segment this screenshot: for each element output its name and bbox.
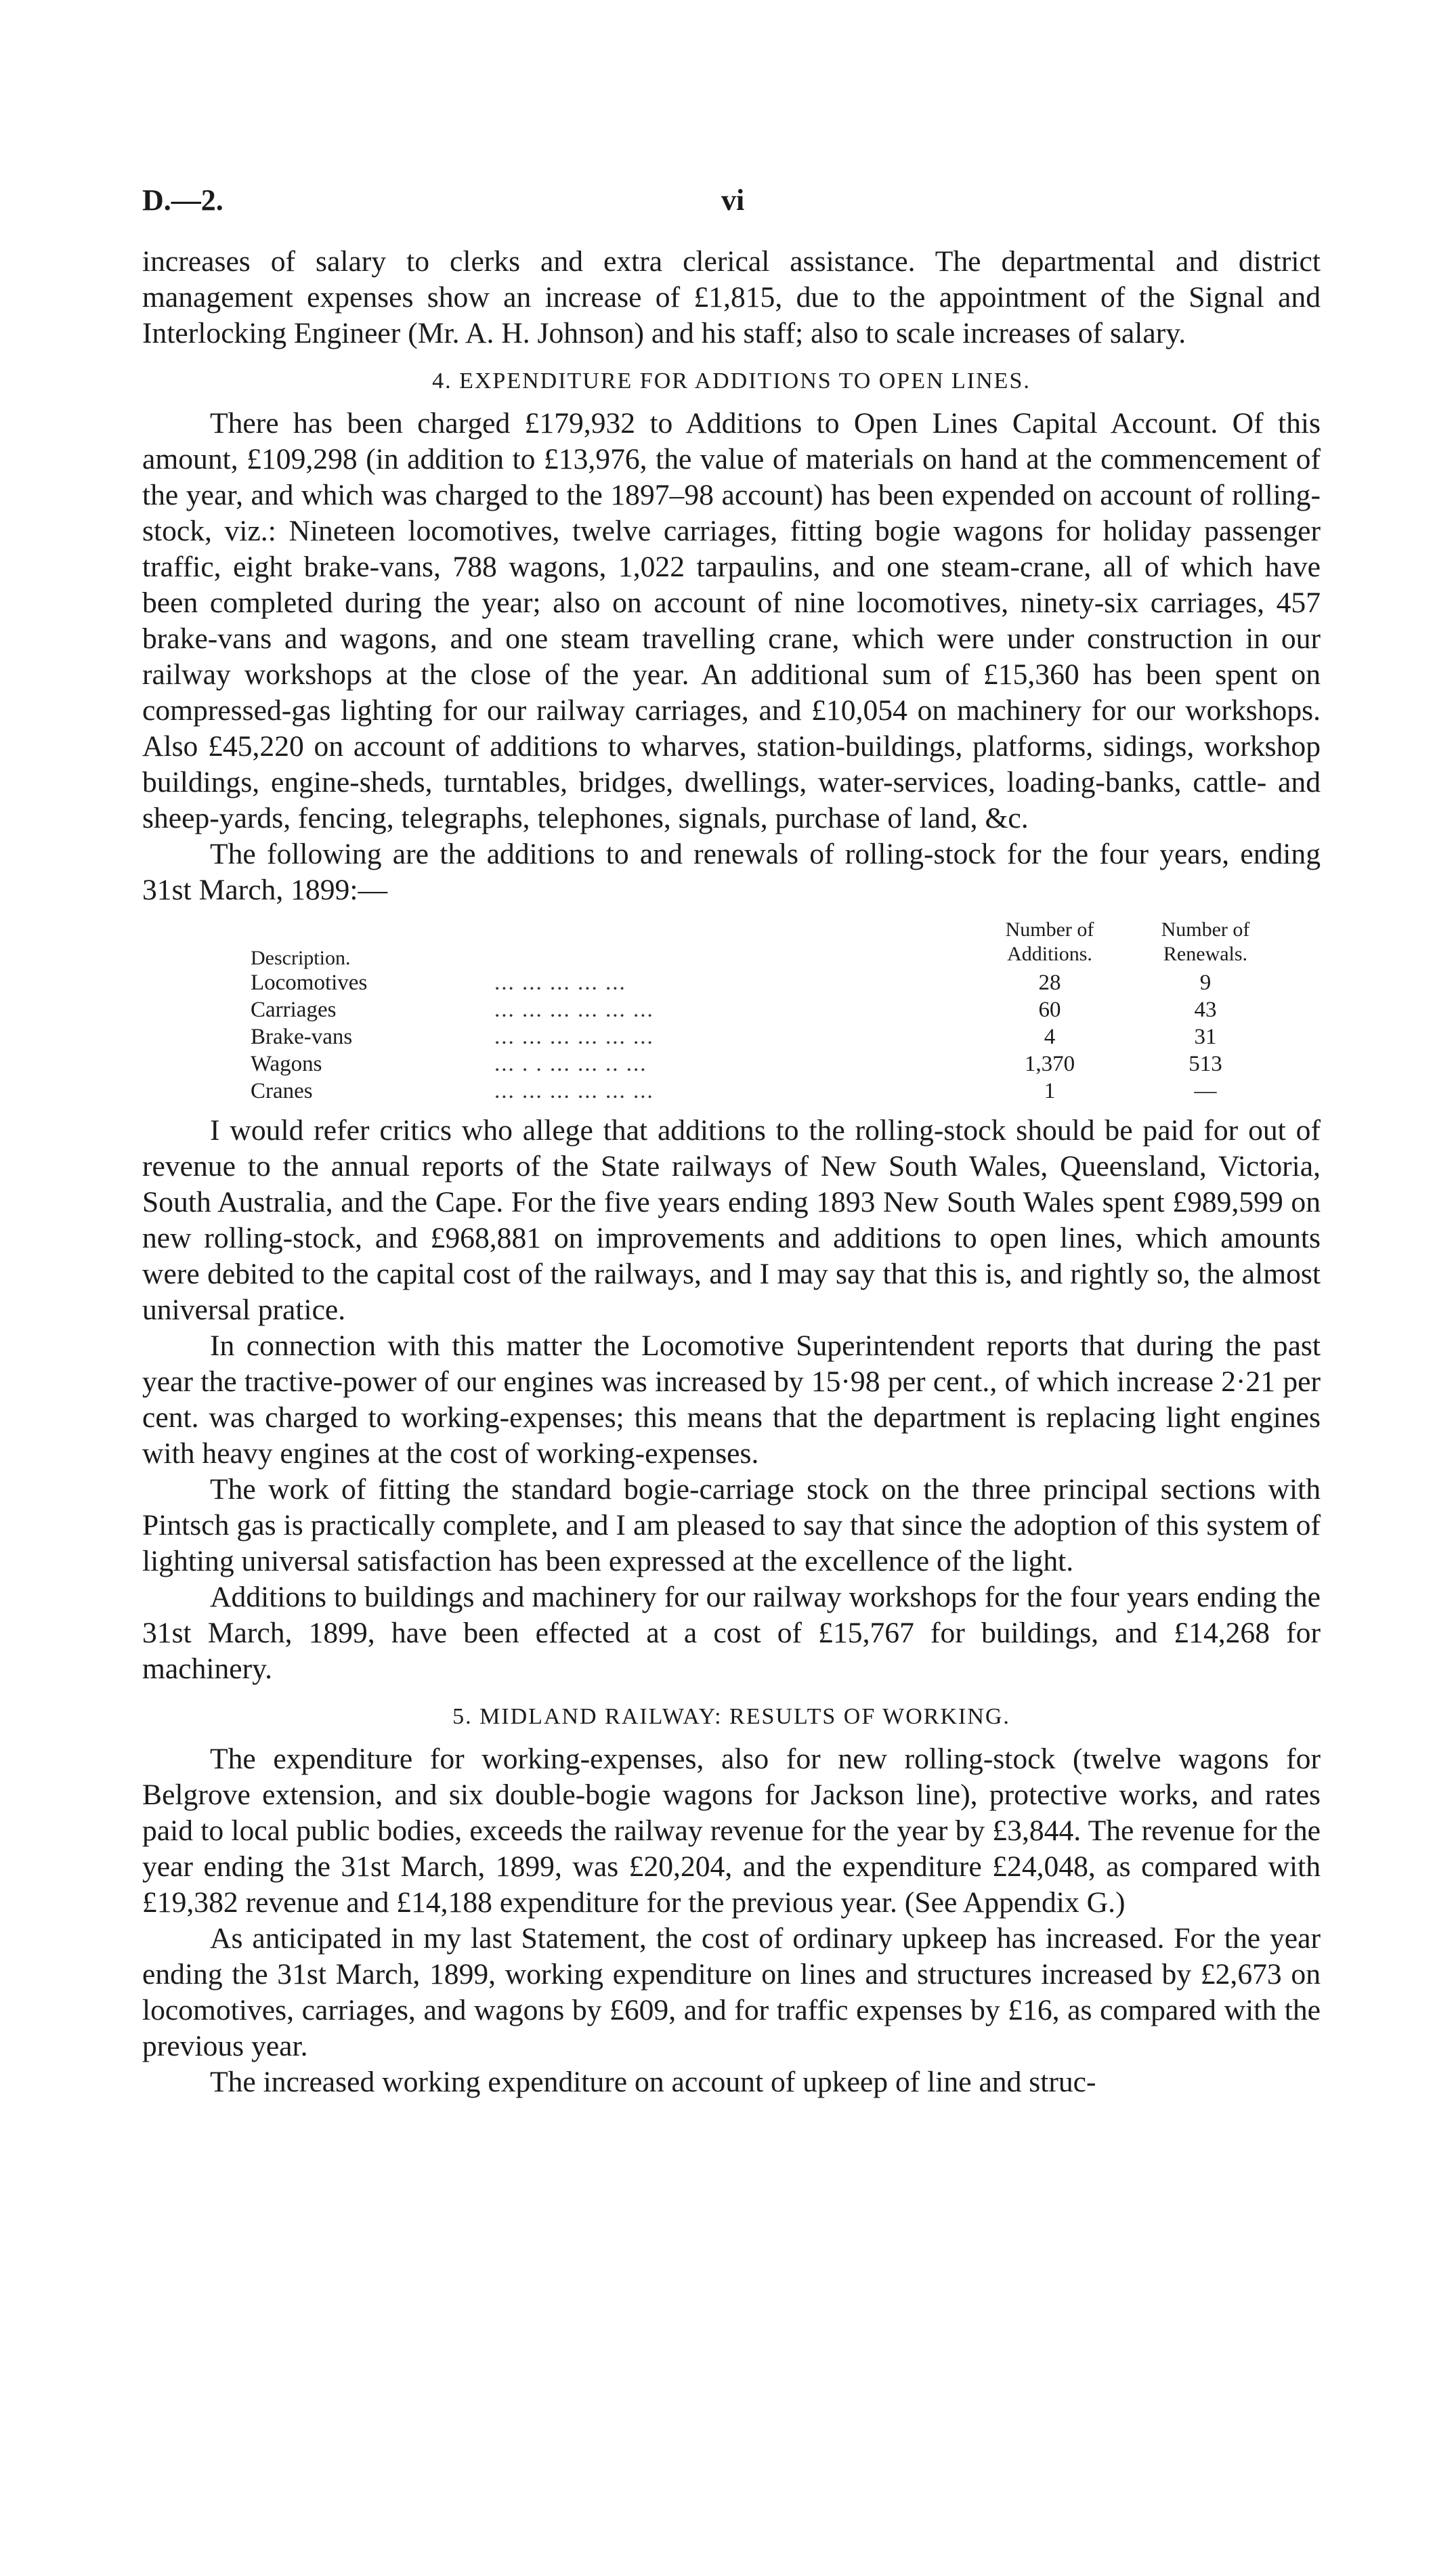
section-heading-4: 4. EXPENDITURE FOR ADDITIONS TO OPEN LINES. [432,368,1031,394]
row-renewals: 43 [1194,998,1217,1022]
row-description: Wagons [251,1052,322,1076]
dot-leaders: ... ... ... ... ... ... [494,1079,654,1103]
row-description: Brake-vans [251,1025,353,1049]
table-row [142,1050,1321,1078]
row-additions: 28 [1038,971,1061,995]
paragraph-midland-expenditure: The expenditure for working-expenses, also for new rolling-stock (twelve wagons for Belgrove extension, and six double-bogie wagons for Jackson line), protective works, and rates paid to local public bodies, exceeds the railway revenue for the year by £3,844. The revenue for the year ending the 31st March, 1899, was £20,204, and the expenditure £24,048, as compared with £19,382 revenue and £14,188 expenditure for the previous year. (See Appendix G.) [142,1743,1321,1919]
dot-leaders: ... . . ... ... .. ... [494,1052,647,1076]
row-renewals: 513 [1189,1052,1222,1076]
column-header-description: Description. [251,947,351,969]
table-row [142,969,1321,996]
section-heading-5: 5. MIDLAND RAILWAY: RESULTS OF WORKING. [452,1704,1010,1729]
page-number: vi [721,184,745,217]
row-description: Carriages [251,998,337,1022]
paragraph-upkeep: As anticipated in my last Statement, the cost of ordinary upkeep has increased. For the year ending the 31st March, 1899, working expenditure on lines and structures increased by £2,673 on locomotives, carriages, and wagons by £609, and for traffic expenses by £16, as compared with the previous year. [142,1922,1321,2062]
dot-leaders: ... ... ... ... ... ... [494,998,654,1022]
paragraph-additions-expenditure: There has been charged £179,932 to Additions to Open Lines Capital Account. Of this amount, £109,298 (in addition to £13,976, the value of materials on hand at the commencement of the year, and which was charged to the 1897–98 account) has been expended on account of rolling-stock, viz.: Nineteen locomotives, twelve carriages, fitting bogie wagons for holiday passenger traffic, eight brake-vans, 788 wagons, 1,022 tarpaulins, and one steam-crane, all of which have been completed during the year; also on account of nine locomotives, ninety-six carriages, 457 brake-vans and wagons, and one steam travelling crane, which were under construction in our railway workshops at the close of the year. An additional sum of £15,360 has been spent on compressed-gas lighting for our railway carriages, and £10,054 on machinery for our workshops. Also £45,220 on account of additions to wharves, station-buildings, platforms, sidings, workshop buildings, engine-sheds, turntables, bridges, dwellings, water-services, loading-banks, cattle- and sheep-yards, fencing, telegraphs, telephones, signals, purchase of land, &c. [142,407,1321,834]
paragraph-continued: increases of salary to clerks and extra clerical assistance. The departmental and district management expenses show an increase of £1,815, due to the appointment of the Signal and Interlocking Engineer (Mr. A. H. Johnson) and his staff; also to scale increases of salary. [142,245,1321,349]
row-renewals: 9 [1199,971,1212,995]
document-body [142,244,1321,2100]
rolling-stock-table [142,918,1321,1105]
row-additions: 60 [1038,998,1061,1022]
paragraph-tractive-power: In connection with this matter the Locomotive Superintendent reports that during the past year the tractive-power of our engines was increased by 15·98 per cent., of which increase 2·21 per cent. was charged to working-expenses; this means that the department is replacing light engines with heavy engines at the cost of working-expenses. [142,1330,1321,1470]
page-reference: D.—2. [142,184,223,217]
row-additions: 4 [1044,1025,1056,1049]
row-description: Locomotives [251,971,368,995]
page-header [142,183,1321,230]
row-additions: 1 [1044,1079,1056,1103]
row-renewals: 31 [1194,1025,1217,1049]
document-page [142,183,1321,2100]
paragraph-increased-working: The increased working expenditure on account of upkeep of line and struc- [210,2066,1096,2098]
row-description: Cranes [251,1079,313,1103]
paragraph-workshops: Additions to buildings and machinery for our railway workshops for the four years ending the 31st March, 1899, have been effected at a cost of £15,767 for buildings, and £14,268 for machinery. [142,1581,1321,1685]
column-header-additions: Number of Additions. [1005,918,1094,965]
table-row [142,1023,1321,1050]
table-row [142,1078,1321,1105]
paragraph-table-intro: The following are the additions to and renewals of rolling-stock for the four years, ending 31st March, 1899:— [142,838,1321,906]
dot-leaders: ... ... ... ... ... [494,971,626,995]
column-header-renewals: Number of Renewals. [1161,918,1250,965]
table-header-row [142,918,1321,969]
paragraph-critics: I would refer critics who allege that additions to the rolling-stock should be paid for out of revenue to the annual reports of the State railways of New South Wales, Queensland, Victoria, South Australia, and the Cape. For the five years ending 1893 New South Wales spent £989,599 on new rolling-stock, and £968,881 on improvements and additions to open lines, which amounts were debited to the capital cost of the railways, and I may say that this is, and rightly so, the almost universal pratice. [142,1114,1321,1326]
row-renewals: — [1194,1079,1217,1103]
paragraph-pintsch-gas: The work of fitting the standard bogie-carriage stock on the three principal sections with Pintsch gas is practically complete, and I am pleased to say that since the adoption of this system of lighting universal satisfaction has been expressed at the excellence of the light. [142,1473,1321,1577]
table-row [142,996,1321,1023]
dot-leaders: ... ... ... ... ... ... [494,1025,654,1049]
row-additions: 1,370 [1024,1052,1075,1076]
